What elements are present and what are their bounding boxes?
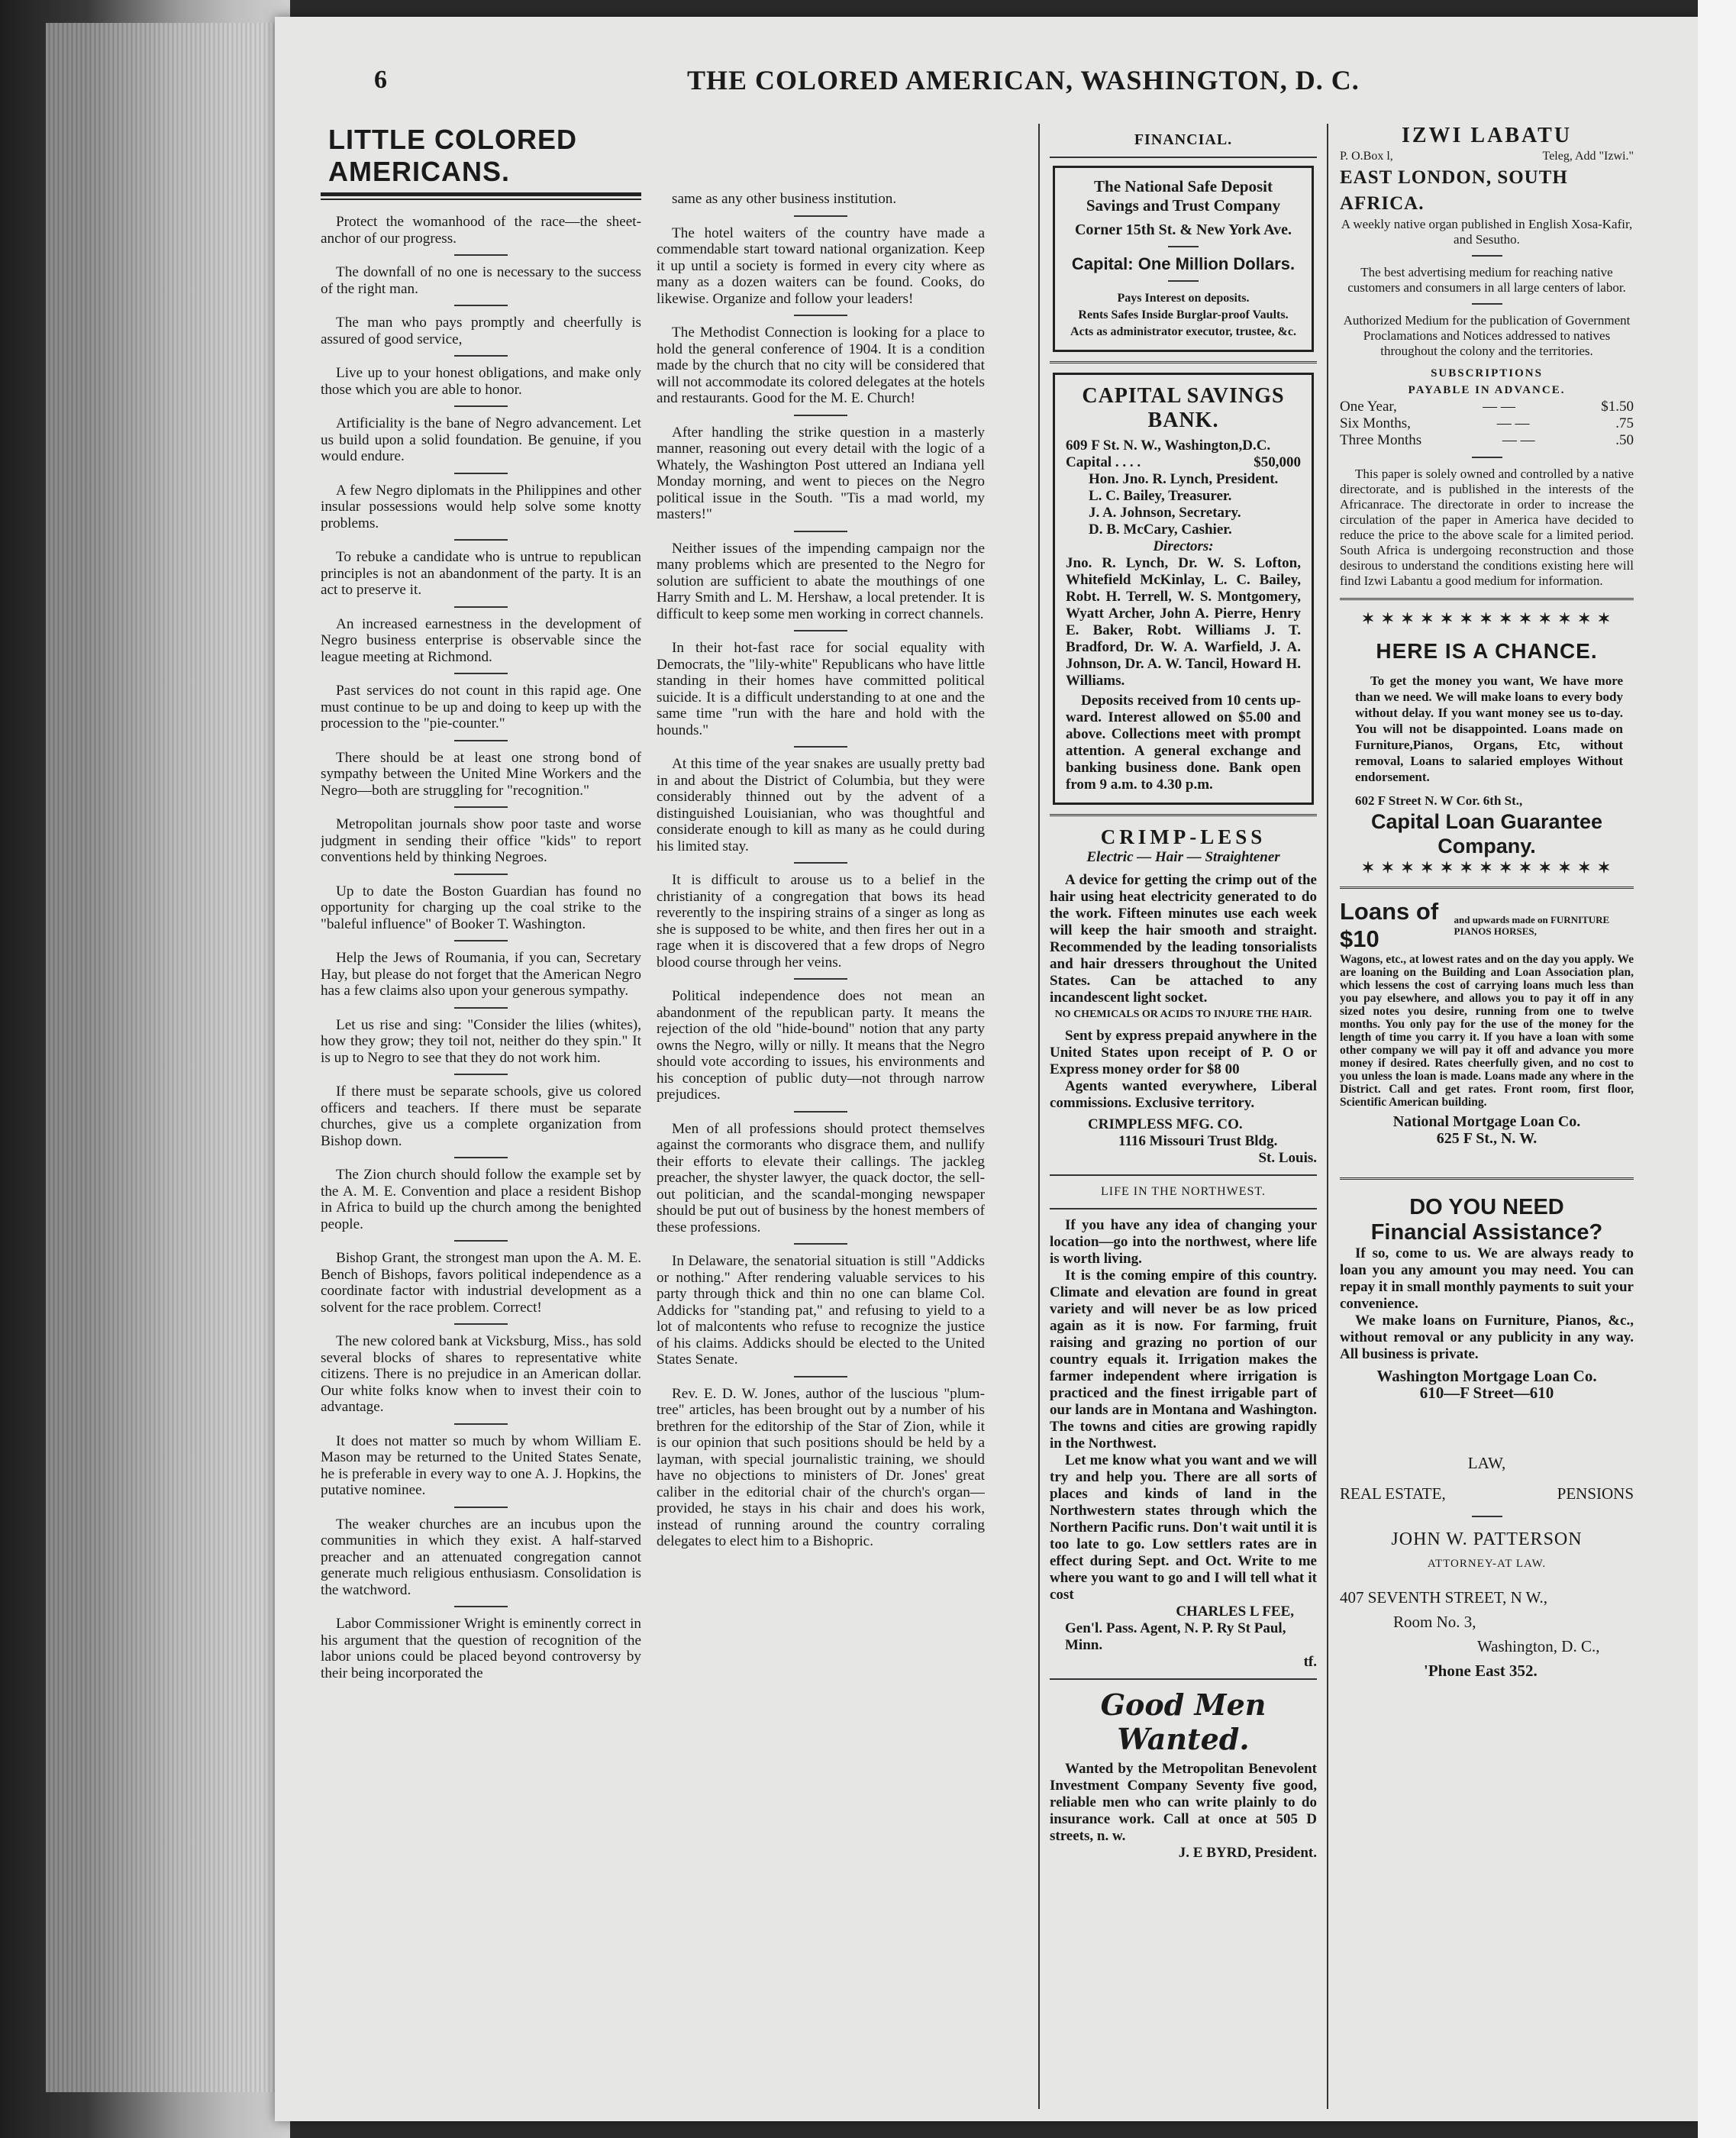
paragraph-separator (794, 630, 847, 631)
csb-officer: J. A. Johnson, Secretary. (1089, 505, 1241, 521)
paragraph-separator (794, 978, 847, 980)
nsd-address: Corner 15th St. & New York Ave. (1074, 221, 1292, 238)
paragraph-separator (454, 606, 508, 608)
editorial-paragraph: The man who pays promptly and cheerfully is assured of good service, (321, 315, 641, 347)
loans10-address: 625 F St., N. W. (1436, 1130, 1538, 1147)
patterson-pensions: PENSIONS (1557, 1484, 1634, 1503)
loans10-body: Wagons, etc., at lowest rates and on the day you apply. We are loaning on the Building and Loan Association plan, which lessens the cost of carrying loans much less than you pay elsewhere, and allows you to pay it off in any sized notes you desire, running from one to twelve months. You only pay for the use of the money for the length of time you carry it. If you have a loan with some other company we will pay it off and advance you more money if desired. Rates cheerfully given, and no cost to you unless the loan is made. Loans made any where in the District. Call and get rates. Front room, first floor, Scientific American building. (1340, 953, 1634, 1109)
page-leaves (46, 23, 290, 2092)
patterson-law: LAW, (1467, 1454, 1506, 1472)
izwi-adv: The best advertising medium for reaching native customers and consumers in all large centers of labor. (1347, 265, 1626, 295)
editorial-paragraph: At this time of the year snakes are usually pretty bad in and about the District of Columbia, but they were considerably thinned out by the advent of a distinguished Louisianian, who was thoughtful and considerate enough to kill as many as he could during his limited stay. (657, 756, 985, 854)
crimpless-company: CRIMPLESS MFG. CO. (1088, 1116, 1243, 1132)
editorial-paragraph: Protect the womanhood of the race—the sheet-anchor of our progress. (321, 214, 641, 247)
good-men-body: Wanted by the Metropolitan Benevolent Investment Company Seventy five good, reliable men who can write plainly to do insurance work. Call at once at 505 D streets, n. w. (1050, 1761, 1317, 1844)
price-term: One Year, (1340, 399, 1397, 415)
paragraph-separator (794, 215, 847, 217)
crimpless-body: A device for getting the crimp out of the hair using heat electricity generated to do the work. Fifteen minutes use each week will keep the hair smooth and straight. Recommended by the leading tonsorialists and hair dressers throughout the United States. Can be attached to any incandescent light socket. (1050, 872, 1317, 1006)
editorial-paragraph: Neither issues of the impending campaign nor the many problems which are presented to the Negro for solution are sufficient to abate the mouthings of one Harry Smith and L. M. Hershaw, a local pretender. It is difficult to keep some men working in correct channels. (657, 540, 985, 622)
paragraph-separator (794, 1111, 847, 1113)
csb-directors: Jno. R. Lynch, Dr. W. S. Lofton, Whitefield McKinlay, L. C. Bailey, Robt. H. Terrell, W. S. Montgomery, Wyatt Archer, John A. Pierre, Henry E. Baker, Robt. Williams J. T. Bradford, Dr. W. A. Warfield, J. A. Johnson, Dr. A. W. Tancil, Howard H. Williams. (1066, 555, 1301, 689)
northwest-heading: LIFE IN THE NORTHWEST. (1101, 1185, 1266, 1198)
patterson-ad (1340, 1455, 1634, 1679)
price-term: Three Months (1340, 432, 1422, 448)
paragraph-separator (794, 415, 847, 416)
izwi-authorized: Authorized Medium for the publication of Government Proclamations and Notices addressed to natives throughout the colony and the territories. (1343, 313, 1631, 358)
patterson-name: JOHN W. PATTERSON (1391, 1529, 1583, 1549)
northwest-tf: tf. (1303, 1654, 1317, 1670)
editorial-paragraph: Past services do not count in this rapid age. One must continue to be up and doing to keep up with the procession to the "pie-counter." (321, 683, 641, 732)
nsd-line3: Acts as administrator executor, trustee, &c. (1070, 325, 1296, 338)
editorial-paragraph: The hotel waiters of the country have made a commendable start toward national organization. Keep it up until a society is formed in every city where as many as a dozen waiters can be found. Cooks, do likewise. Organize and follow your leaders! (657, 224, 985, 307)
editorial-paragraph: The new colored bank at Vicksburg, Miss., has sold several blocks of shares to representative white citizens. There is no prejudice in an American dollar. Our white folks know when to invest their coin to advantage. (321, 1333, 641, 1415)
paragraph-separator (454, 1074, 508, 1075)
editorial-paragraph: The weaker churches are an incubus upon the communities in which they exist. A half-starved preacher and an attenuated congregation cannot generate much religious enthusiasm. Consolidation is the watchword. (321, 1516, 641, 1598)
column-ads-1 (1050, 124, 1317, 1862)
paragraph-separator (454, 1323, 508, 1325)
editorial-paragraph: There should be at least one strong bond of sympathy between the United Mine Workers and the Negro—both are struggling for "recognition." (321, 749, 641, 799)
crimpless-address: 1116 Missouri Trust Bldg. (1118, 1133, 1278, 1149)
editorial-paragraph: Live up to your honest obligations, and make only those which you are able to honor. (321, 365, 641, 398)
assist-company: Washington Mortgage Loan Co. (1376, 1367, 1597, 1385)
izwi-city: EAST LONDON, SOUTH AFRICA. (1340, 167, 1568, 214)
paragraph-separator (794, 531, 847, 532)
crimpless-sent: Sent by express prepaid anywhere in the United States upon receipt of P. O or Express money order for $8 00 (1050, 1028, 1317, 1077)
price-value: $1.50 (1601, 399, 1634, 415)
column-rule (1038, 124, 1040, 2109)
paragraph-separator (454, 473, 508, 474)
editorial-paragraph: Rev. E. D. W. Jones, author of the luscious "plum-tree" articles, has been brought out by a number of his brethren for the editorship of the Star of Zion, while it is our opinion that such positions should be held by a layman, with special journalistic training, we should have no objections to ministers of Dr. Jones' great caliber in the editorial chair of the church's organ—provided, he stays in his chair and does his work, instead of running around the country corraling delegates to elect him to a Bishopric. (657, 1385, 985, 1549)
paragraph-separator (454, 539, 508, 541)
crimpless-ad (1050, 825, 1317, 1167)
paragraph-separator (454, 1240, 508, 1242)
editorial-paragraph: Let us rise and sing: "Consider the lilies (whites), how they grow; they toil not, neither do they spin." It is up to Negro to see that they do not work him. (321, 1016, 641, 1066)
izwi-subs-head: SUBSCRIPTIONS (1431, 367, 1543, 379)
patterson-title: ATTORNEY-AT LAW. (1427, 1558, 1547, 1570)
assist-title-1: DO YOU NEED (1409, 1195, 1564, 1219)
price-row (1340, 432, 1634, 449)
assistance-ad (1340, 1195, 1634, 1401)
paragraph-separator (454, 1007, 508, 1009)
chance-body: To get the money you want, We have more than we need. We will make loans to every body without delay. If you want money see us to-day. You will not be disappointed. Loans made on Furniture,Pianos, Organs, Etc, without removal, Loans to salaried employes Without endorsement. (1355, 673, 1623, 784)
price-term: Six Months, (1340, 415, 1411, 431)
paragraph-separator (454, 305, 508, 306)
northwest-ad (1050, 1184, 1317, 1671)
editorial-paragraph: The Zion church should follow the example set by the A. M. E. Convention and place a resident Bishop in Africa to build up the church among the benighted people. (321, 1167, 641, 1232)
price-dashes: — — (1496, 415, 1530, 431)
paragraph-separator (454, 254, 508, 256)
good-men-signature: J. E BYRD, President. (1178, 1845, 1317, 1861)
loans10-sub: and upwards made on FURNITURE PIANOS HORSES, (1454, 914, 1610, 937)
northwest-sig-name: CHARLES L FEE, (1176, 1604, 1294, 1620)
editorial-paragraph: An increased earnestness in the development of Negro business enterprise is observable since the league meeting at Richmond. (321, 615, 641, 665)
page-header (374, 61, 1657, 107)
price-dashes: — — (1502, 432, 1535, 448)
crimpless-subtitle: Electric — Hair — Straightener (1086, 849, 1280, 865)
page-number: 6 (374, 66, 387, 94)
editorial-paragraph: The Methodist Connection is looking for a place to hold the general conference of 1904. It is a condition made by the church that no city will be considered that will not accommodate its colored delegates at the hotels and restaurants. Good for the M. E. Church! (657, 325, 985, 406)
csb-deposits: Deposits received from 10 cents up-ward. Interest allowed on $5.00 and above. Collections meet with prompt attention. A general exchange and banking business done. Bank open from 9 a.m. to 4.30 p.m. (1066, 693, 1301, 793)
star-border: ✶ ✶ ✶ ✶ ✶ ✶ ✶ ✶ ✶ ✶ ✶ ✶ ✶ (1361, 860, 1612, 877)
editorial-list (321, 214, 641, 1681)
section-title: LITTLE COLORED AMERICANS. (328, 124, 577, 187)
editorial-paragraph: Help the Jews of Roumania, if you can, Secretary Hay, but please do not forget that the American Negro has a few claims also upon your generous sympathy. (321, 950, 641, 999)
crimpless-no-chemicals: NO CHEMICALS OR ACIDS TO INJURE THE HAIR. (1054, 1009, 1312, 1020)
paragraph-separator (794, 315, 847, 316)
izwi-paper: This paper is solely owned and controlled by a native directorate, and is published in the interests of the Africanrace. The directorate in order to increase the circulation of the paper in America have decided to reduce the price to the above scale for a limited period. South Africa is undergoing reconstruction and those desirous to understand the conditions existing here will find Izwi Labantu a good medium for information. (1340, 467, 1634, 588)
northwest-body-3: Let me know what you want and we will try and help you. There are all sorts of places and kinds of land in the Northwestern states through which the Northern Pacific runs. Don't wait until it is too late to go. Low settlers rates are in effect during Sept. and Oct. Write to me where you want to go and I will tell what it cost (1050, 1452, 1317, 1603)
editorial-paragraph: same as any other business institution. (672, 191, 897, 207)
assist-body-2: We make loans on Furniture, Pianos, &c., without removal or any publicity in any way. All business is private. (1340, 1313, 1634, 1362)
chance-title: HERE IS A CHANCE. (1376, 639, 1598, 663)
paragraph-separator (454, 740, 508, 741)
editorial-paragraph: Men of all professions should protect themselves against the cormorants who disgrace them, and nullify their efforts to elevate their callings. The jackleg preacher, the shyster lawyer, the quack doctor, the sell-out politician, and the scandal-monging newspaper should be put out of business by the honest members of these professions. (657, 1120, 985, 1235)
column-rule (1327, 124, 1328, 2109)
izwi-ad (1340, 124, 1634, 589)
csb-officers (1066, 471, 1301, 538)
editorial-paragraph: Labor Commissioner Wright is eminently correct in his argument that the question of recognition of the labor unions could be placed beyond controversy by their being incorporated the (321, 1616, 641, 1681)
izwi-teleg: Teleg, Add "Izwi." (1542, 150, 1634, 163)
editorial-paragraph: After handling the strike question in a masterly manner, reasoning out every detail with the logic of a Whately, the Washington Post uttered an Indiana yell Monday morning, and went to pieces on the Negro political issue in the South. "Tis a mad world, my masters!" (657, 424, 985, 522)
izwi-subs-sub: PAYABLE IN ADVANCE. (1408, 384, 1566, 396)
nsd-capital: Capital: One Million Dollars. (1071, 254, 1296, 273)
title-rule (321, 192, 641, 200)
chance-company: Capital Loan Guarantee Company. (1370, 810, 1603, 857)
paragraph-separator (454, 940, 508, 941)
crimpless-title: CRIMP-LESS (1100, 825, 1267, 848)
northwest-body-2: It is the coming empire of this country. Climate and elevation are found in great variety and will never be as low priced again as it is now. For farming, fruit raising and grazing no portion of our country equals it. Irrigation makes the farmer independent where irrigation is practiced and the finest irrigable part of our lands are in Montana and Washington. The towns and cities are growing rapidly in the Northwest. (1050, 1268, 1317, 1452)
paragraph-separator (794, 1243, 847, 1245)
patterson-real-estate: REAL ESTATE, (1340, 1484, 1446, 1503)
izwi-price-list (1340, 399, 1634, 449)
northwest-body-1: If you have any idea of changing your location—go into the northwest, where life is worth living. (1050, 1217, 1317, 1267)
crimpless-city: St. Louis. (1258, 1150, 1317, 1166)
paragraph-separator (794, 746, 847, 748)
masthead: THE COLORED AMERICAN, WASHINGTON, D. C. (687, 65, 1360, 95)
izwi-desc: A weekly native organ published in English Xosa-Kafir, and Sesutho. (1341, 217, 1633, 247)
paragraph-separator (794, 862, 847, 864)
paragraph-separator (454, 1157, 508, 1158)
paragraph-separator (454, 1606, 508, 1607)
paragraph-separator (454, 1507, 508, 1508)
paragraph-separator (454, 355, 508, 357)
paragraph-separator (454, 1423, 508, 1425)
paragraph-separator (454, 806, 508, 808)
paragraph-separator (454, 673, 508, 674)
price-value: .50 (1615, 432, 1634, 448)
editorial-paragraph: It is difficult to arouse us to a belief in the christianity of a congregation that bows its head reverently to the inspiring strains of a singer as long as she is supposed to be white, and then fires her out in a rage when it is discovered that a few drops of Negro blood course through her veins. (657, 872, 985, 970)
editorial-paragraph: It does not matter so much by whom William E. Mason may be returned to the United States Senate, he is preferable in every way to one A. J. Hopkins, the putative nominee. (321, 1432, 641, 1498)
star-border: ✶ ✶ ✶ ✶ ✶ ✶ ✶ ✶ ✶ ✶ ✶ ✶ ✶ (1361, 611, 1612, 628)
izwi-title: IZWI LABATU (1401, 124, 1573, 147)
column-ads-2 (1340, 124, 1634, 1679)
csb-address: 609 F St. N. W., Washington,D.C. (1066, 438, 1271, 454)
csb-directors-label: Directors: (1153, 538, 1214, 554)
csb-officer: L. C. Bailey, Treasurer. (1089, 488, 1232, 504)
good-men-wanted-ad (1050, 1687, 1317, 1862)
scan-margin (1698, 0, 1736, 2138)
editorial-paragraph: A few Negro diplomats in the Philippines and other insular possessions would help solve some knotty problems. (321, 482, 641, 531)
financial-heading: FINANCIAL. (1134, 131, 1233, 148)
northwest-sig-title: Gen'l. Pass. Agent, N. P. Ry St Paul, Minn. (1065, 1620, 1286, 1653)
column-editorials-1 (321, 124, 641, 1681)
editorial-paragraph: If there must be separate schools, give us colored officers and teachers. If there must be separate churches, give us a complete organization from Bishop down. (321, 1084, 641, 1149)
paragraph-separator (454, 874, 508, 875)
chance-ad (1340, 609, 1634, 877)
csb-ad (1053, 373, 1314, 805)
editorial-paragraph: The downfall of no one is necessary to the success of the right man. (321, 264, 641, 297)
assist-body-1: If so, come to us. We are always ready to loan you any amount you may need. You can repay it in small monthly payments to suit your convenience. (1340, 1245, 1634, 1312)
price-value: .75 (1615, 415, 1634, 431)
paragraph-separator (454, 405, 508, 407)
editorial-paragraph: Bishop Grant, the strongest man upon the A. M. E. Bench of Bishops, favors political independence as a coordinate factor with industrial development as a solvent for the race problem. Correct! (321, 1250, 641, 1316)
patterson-room: Room No. 3, (1393, 1613, 1476, 1631)
loans10-ad (1340, 898, 1634, 1147)
editorial-paragraph: To rebuke a candidate who is untrue to republican principles is not an abandonment of the party. It is an act to preserve it. (321, 549, 641, 598)
nsd-line1: Pays Interest on deposits. (1117, 292, 1250, 305)
editorial-paragraph: In Delaware, the senatorial situation is still "Addicks or nothing." After rendering valuable services to his party through thick and thin no one can blame Col. Addicks for "standing pat," and refusing to yield to a lot of malcontents who refuse to recognize the justice of his claims. Addicks should be elected to the United States Senate. (657, 1253, 985, 1368)
editorial-paragraph: Artificiality is the bane of Negro advancement. Let us build upon a solid foundation. Be genuine, if you would endure. (321, 415, 641, 464)
chance-address: 602 F Street N. W Cor. 6th St., (1355, 793, 1523, 808)
assist-title-2: Financial Assistance? (1370, 1220, 1603, 1245)
price-row (1340, 415, 1634, 432)
nsd-line2: Rents Safes Inside Burglar-proof Vaults. (1078, 308, 1289, 321)
editorial-paragraph: In their hot-fast race for social equality with Democrats, the "lily-white" Republicans who have little standing in their homes have committed political suicide. It is a difficult understanding to at one and the same time "run with the hare and hold with the hounds." (657, 640, 985, 738)
csb-capital-value: $50,000 (1254, 454, 1301, 470)
editorial-paragraph: Up to date the Boston Guardian has found no opportunity for charging up the coal strike to the "baleful influence" of Booker T. Washington. (321, 883, 641, 932)
nsd-ad (1053, 166, 1314, 352)
nsd-name: The National Safe Deposit Savings and Trust Company (1086, 177, 1281, 215)
price-row (1340, 399, 1634, 415)
editorial-paragraph: Political independence does not mean an abandonment of the republican party. It means the rejection of the old "hide-bound" notion that any party owns the Negro, willy or nilly. It means that the Negro should vote according to issues, his environments and his conception of public duty—not through narrow prejudices. (657, 988, 985, 1103)
price-dashes: — — (1483, 399, 1515, 415)
csb-officer: D. B. McCary, Cashier. (1089, 522, 1232, 538)
izwi-pobox: P. O.Box l, (1340, 150, 1393, 163)
patterson-address: 407 SEVENTH STREET, N W., (1340, 1588, 1548, 1607)
loans10-title: Loans of $10 (1340, 898, 1439, 952)
crimpless-agents: Agents wanted everywhere, Liberal commissions. Exclusive territory. (1050, 1078, 1317, 1111)
assist-address: 610—F Street—610 (1419, 1384, 1554, 1402)
good-men-title: Good Men Wanted. (1100, 1687, 1267, 1756)
csb-officer: Hon. Jno. R. Lynch, President. (1089, 471, 1279, 487)
csb-name: CAPITAL SAVINGS BANK. (1082, 384, 1285, 432)
patterson-city: Washington, D. C., (1477, 1637, 1600, 1655)
csb-capital-label: Capital . . . . (1066, 454, 1141, 470)
paragraph-separator (794, 1376, 847, 1377)
editorial-paragraph: Metropolitan journals show poor taste and worse judgment in sending their office "kids" to report conventions held by thinking Negroes. (321, 816, 641, 865)
editorial-list (657, 191, 985, 1550)
newspaper-page (275, 17, 1698, 2121)
column-editorials-2 (657, 191, 985, 1550)
patterson-phone: 'Phone East 352. (1424, 1662, 1538, 1679)
loans10-company: National Mortgage Loan Co. (1392, 1113, 1581, 1130)
